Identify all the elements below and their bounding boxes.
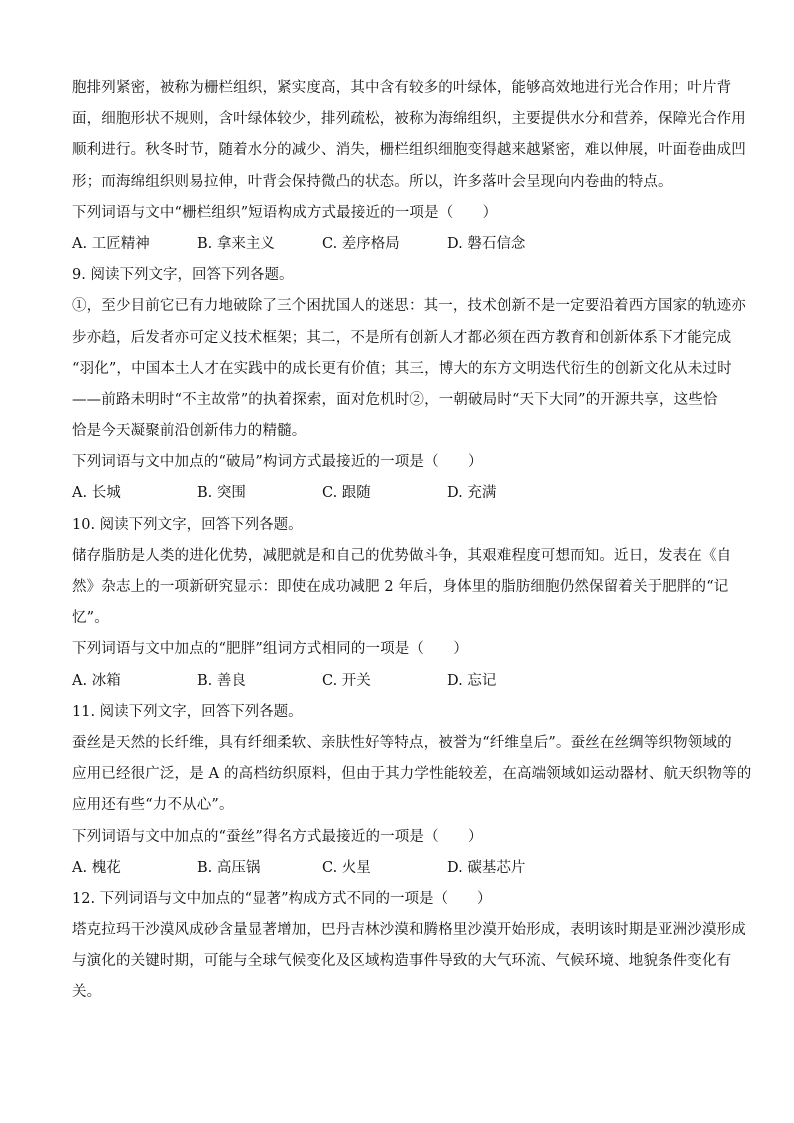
- question-10: [72, 510, 732, 697]
- option-c: C. 火星: [322, 859, 371, 876]
- passage-line: 面，细胞形状不规则，含叶绿体较少，排列疏松，被称为海绵组织，主要提供水分和营养，保障光合作用: [72, 111, 746, 128]
- option-b: B. 善良: [197, 672, 246, 689]
- option-d: D. 充满: [447, 485, 497, 502]
- passage-line: 应用已经很广泛，是 A 的高档纺织原料，但由于其力学性能较差，在高端领域如运动器材、航天织物等的: [72, 766, 752, 783]
- answer-options: [72, 478, 722, 509]
- passage-line: 应用还有些“力不从心”。: [72, 797, 234, 814]
- option-c: C. 差序格局: [322, 235, 400, 252]
- answer-options: [72, 666, 722, 697]
- passage-line: 忆”。: [72, 610, 109, 627]
- question-9: [72, 260, 746, 510]
- passage-line: 步亦趋，后发者亦可定义技术框架；其二，不是所有创新人才都必须在西方教育和创新体系下才能完成: [72, 329, 732, 346]
- question-prompt: 下列词语与文中加点的“蚕丝”得名方式最接近的一项是（ ）: [72, 828, 483, 845]
- question-prompt: 下列词语与文中“栅栏组织”短语构成方式最接近的一项是（ ）: [72, 204, 498, 221]
- passage-line: ①，至少目前它已有力地破除了三个困扰国人的迷思：其一，技术创新不是一定要沿着西方国家的轨迹亦: [72, 298, 746, 315]
- question-prompt: 下列词语与文中加点的“破局”构词方式最接近的一项是（ ）: [72, 454, 483, 471]
- answer-options: [72, 229, 722, 260]
- question-12: [72, 884, 746, 1009]
- passage-line: 与演化的关键时期，可能与全球气候变化及区域构造事件导致的大气环流、气候环境、地貌条件变化有: [72, 953, 732, 970]
- option-c: C. 跟随: [322, 485, 371, 502]
- option-a: A. 工匠精神: [72, 235, 150, 252]
- question-heading: 9. 阅读下列文字，回答下列各题。: [72, 267, 294, 284]
- option-d: D. 磐石信念: [447, 235, 526, 252]
- option-a: A. 槐花: [72, 859, 121, 876]
- passage-line: “羽化”，中国本土人才在实践中的成长更有价值；其三，博大的东方文明迭代衍生的创新文化从未过时: [72, 360, 732, 377]
- passage-line: 胞排列紧密，被称为栅栏组织，紧实度高，其中含有较多的叶绿体，能够高效地进行光合作用；叶片背: [72, 80, 732, 96]
- question-8: [72, 73, 746, 260]
- option-a: A. 冰箱: [72, 672, 121, 689]
- passage-line: 恰是今天凝聚前沿创新伟力的精髓。: [72, 423, 307, 440]
- passage-line: 蚕丝是天然的长纤维，具有纤细柔软、亲肤性好等特点，被誉为“纤维皇后”。蚕丝在丝绸等织物领域的: [72, 734, 732, 751]
- passage-line: ——前路未明时“不主故常”的执着探索，面对危机时②，一朝破局时“天下大同”的开源共享，这些恰: [72, 391, 718, 408]
- option-c: C. 开关: [322, 672, 371, 689]
- passage-line: 顺利进行。秋冬时节，随着水分的减少、消失，栅栏组织细胞变得越来越紧密，难以伸展，叶面卷曲成凹: [72, 142, 746, 159]
- question-heading: 12. 下列词语与文中加点的“显著”构成方式不同的一项是（ ）: [72, 890, 492, 907]
- option-b: B. 高压锅: [197, 859, 261, 876]
- question-heading: 11. 阅读下列文字，回答下列各题。: [72, 703, 303, 720]
- option-d: D. 忘记: [447, 672, 497, 689]
- option-b: B. 突围: [197, 485, 246, 502]
- passage-line: 塔克拉玛干沙漠风成砂含量显著增加，巴丹吉林沙漠和腾格里沙漠开始形成，表明该时期是亚洲沙漠形成: [72, 922, 746, 939]
- option-a: A. 长城: [72, 485, 121, 502]
- passage-line: 形；而海绵组织则易拉伸，叶背会保持微凸的状态。所以，许多落叶会呈现向内卷曲的特点。: [72, 173, 673, 190]
- passage-line: 关。: [72, 984, 102, 1001]
- question-prompt: 下列词语与文中加点的“肥胖”组词方式相同的一项是（ ）: [72, 641, 469, 658]
- option-d: D. 碳基芯片: [447, 859, 526, 876]
- answer-options: [72, 853, 722, 884]
- option-b: B. 拿来主义: [197, 235, 275, 252]
- question-11: [72, 697, 752, 884]
- document-page: [72, 73, 752, 1009]
- question-heading: 10. 阅读下列文字，回答下列各题。: [72, 516, 303, 533]
- passage-line: 储存脂肪是人类的进化优势，减肥就是和自己的优势做斗争，其艰难程度可想而知。近日，发表在《自: [72, 547, 732, 564]
- passage-line: 然》杂志上的一项新研究显示：即使在成功减肥 2 年后，身体里的脂肪细胞仍然保留着关于肥胖的“记: [72, 579, 729, 595]
